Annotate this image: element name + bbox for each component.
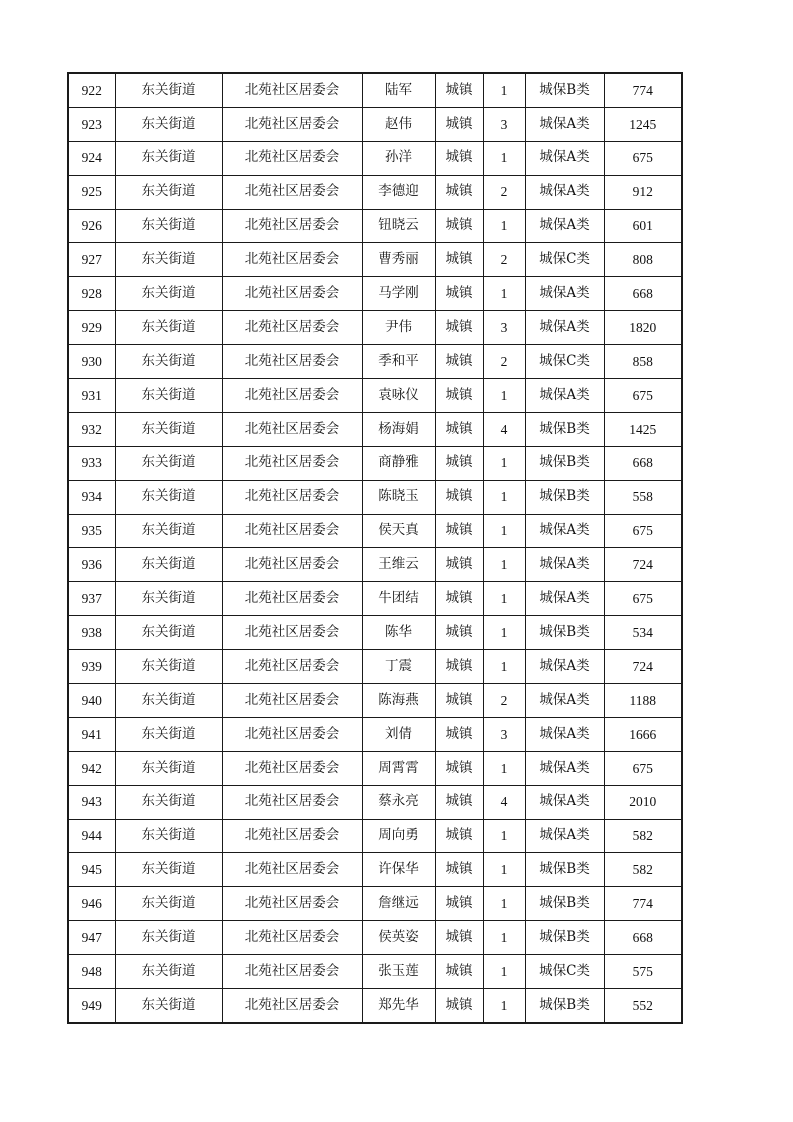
household-count-cell: 1 xyxy=(483,480,525,514)
community-cell: 北苑社区居委会 xyxy=(222,107,362,141)
household-count-cell: 1 xyxy=(483,209,525,243)
household-count-cell: 1 xyxy=(483,853,525,887)
community-cell: 北苑社区居委会 xyxy=(222,412,362,446)
amount-cell: 1425 xyxy=(604,412,682,446)
table-row xyxy=(68,311,682,345)
amount-cell: 675 xyxy=(604,141,682,175)
amount-cell: 808 xyxy=(604,243,682,277)
community-cell: 北苑社区居委会 xyxy=(222,921,362,955)
amount-cell: 582 xyxy=(604,853,682,887)
amount-cell: 774 xyxy=(604,887,682,921)
amount-cell: 724 xyxy=(604,650,682,684)
table-row xyxy=(68,243,682,277)
table-row xyxy=(68,379,682,413)
street-cell: 东关街道 xyxy=(115,446,222,480)
person-name-cell: 孙洋 xyxy=(362,141,435,175)
area-type-cell: 城镇 xyxy=(435,955,483,989)
person-name-cell: 许保华 xyxy=(362,853,435,887)
category-cell: 城保A类 xyxy=(525,379,604,413)
area-type-cell: 城镇 xyxy=(435,480,483,514)
table-row xyxy=(68,107,682,141)
area-type-cell: 城镇 xyxy=(435,887,483,921)
category-cell: 城保C类 xyxy=(525,243,604,277)
table-row xyxy=(68,141,682,175)
table-row xyxy=(68,819,682,853)
person-name-cell: 李德迎 xyxy=(362,175,435,209)
amount-cell: 558 xyxy=(604,480,682,514)
area-type-cell: 城镇 xyxy=(435,209,483,243)
serial-number-cell: 942 xyxy=(68,751,115,785)
street-cell: 东关街道 xyxy=(115,548,222,582)
table-row xyxy=(68,345,682,379)
serial-number-cell: 940 xyxy=(68,684,115,718)
table-row xyxy=(68,887,682,921)
community-cell: 北苑社区居委会 xyxy=(222,785,362,819)
area-type-cell: 城镇 xyxy=(435,751,483,785)
amount-cell: 675 xyxy=(604,751,682,785)
household-count-cell: 1 xyxy=(483,955,525,989)
table-row xyxy=(68,616,682,650)
community-cell: 北苑社区居委会 xyxy=(222,243,362,277)
amount-cell: 582 xyxy=(604,819,682,853)
category-cell: 城保A类 xyxy=(525,548,604,582)
household-count-cell: 3 xyxy=(483,311,525,345)
area-type-cell: 城镇 xyxy=(435,175,483,209)
area-type-cell: 城镇 xyxy=(435,345,483,379)
serial-number-cell: 935 xyxy=(68,514,115,548)
category-cell: 城保C类 xyxy=(525,345,604,379)
community-cell: 北苑社区居委会 xyxy=(222,514,362,548)
serial-number-cell: 937 xyxy=(68,582,115,616)
street-cell: 东关街道 xyxy=(115,616,222,650)
person-name-cell: 陈海燕 xyxy=(362,684,435,718)
category-cell: 城保A类 xyxy=(525,107,604,141)
table-row xyxy=(68,650,682,684)
person-name-cell: 陆军 xyxy=(362,73,435,107)
community-cell: 北苑社区居委会 xyxy=(222,175,362,209)
amount-cell: 774 xyxy=(604,73,682,107)
area-type-cell: 城镇 xyxy=(435,684,483,718)
street-cell: 东关街道 xyxy=(115,819,222,853)
roster-table xyxy=(67,72,683,1024)
category-cell: 城保A类 xyxy=(525,209,604,243)
community-cell: 北苑社区居委会 xyxy=(222,887,362,921)
household-count-cell: 1 xyxy=(483,277,525,311)
category-cell: 城保B类 xyxy=(525,989,604,1023)
category-cell: 城保B类 xyxy=(525,446,604,480)
person-name-cell: 丁震 xyxy=(362,650,435,684)
serial-number-cell: 943 xyxy=(68,785,115,819)
household-count-cell: 1 xyxy=(483,141,525,175)
household-count-cell: 1 xyxy=(483,616,525,650)
street-cell: 东关街道 xyxy=(115,887,222,921)
amount-cell: 601 xyxy=(604,209,682,243)
serial-number-cell: 938 xyxy=(68,616,115,650)
community-cell: 北苑社区居委会 xyxy=(222,480,362,514)
household-count-cell: 1 xyxy=(483,887,525,921)
person-name-cell: 张玉莲 xyxy=(362,955,435,989)
amount-cell: 724 xyxy=(604,548,682,582)
area-type-cell: 城镇 xyxy=(435,616,483,650)
area-type-cell: 城镇 xyxy=(435,853,483,887)
community-cell: 北苑社区居委会 xyxy=(222,717,362,751)
table-row xyxy=(68,921,682,955)
category-cell: 城保B类 xyxy=(525,412,604,446)
serial-number-cell: 949 xyxy=(68,989,115,1023)
serial-number-cell: 948 xyxy=(68,955,115,989)
community-cell: 北苑社区居委会 xyxy=(222,209,362,243)
area-type-cell: 城镇 xyxy=(435,548,483,582)
community-cell: 北苑社区居委会 xyxy=(222,548,362,582)
street-cell: 东关街道 xyxy=(115,379,222,413)
street-cell: 东关街道 xyxy=(115,751,222,785)
area-type-cell: 城镇 xyxy=(435,921,483,955)
person-name-cell: 季和平 xyxy=(362,345,435,379)
street-cell: 东关街道 xyxy=(115,243,222,277)
serial-number-cell: 941 xyxy=(68,717,115,751)
serial-number-cell: 939 xyxy=(68,650,115,684)
household-count-cell: 1 xyxy=(483,514,525,548)
household-count-cell: 1 xyxy=(483,921,525,955)
community-cell: 北苑社区居委会 xyxy=(222,989,362,1023)
table-row xyxy=(68,73,682,107)
serial-number-cell: 946 xyxy=(68,887,115,921)
person-name-cell: 侯英姿 xyxy=(362,921,435,955)
street-cell: 东关街道 xyxy=(115,650,222,684)
area-type-cell: 城镇 xyxy=(435,141,483,175)
community-cell: 北苑社区居委会 xyxy=(222,311,362,345)
person-name-cell: 詹继远 xyxy=(362,887,435,921)
category-cell: 城保A类 xyxy=(525,514,604,548)
amount-cell: 1666 xyxy=(604,717,682,751)
amount-cell: 675 xyxy=(604,582,682,616)
person-name-cell: 侯天真 xyxy=(362,514,435,548)
amount-cell: 2010 xyxy=(604,785,682,819)
person-name-cell: 蔡永亮 xyxy=(362,785,435,819)
category-cell: 城保C类 xyxy=(525,955,604,989)
table-row xyxy=(68,209,682,243)
category-cell: 城保A类 xyxy=(525,311,604,345)
table-row xyxy=(68,853,682,887)
person-name-cell: 陈晓玉 xyxy=(362,480,435,514)
community-cell: 北苑社区居委会 xyxy=(222,73,362,107)
street-cell: 东关街道 xyxy=(115,311,222,345)
area-type-cell: 城镇 xyxy=(435,989,483,1023)
table-row xyxy=(68,175,682,209)
table-row xyxy=(68,480,682,514)
street-cell: 东关街道 xyxy=(115,73,222,107)
serial-number-cell: 930 xyxy=(68,345,115,379)
community-cell: 北苑社区居委会 xyxy=(222,751,362,785)
category-cell: 城保A类 xyxy=(525,650,604,684)
household-count-cell: 1 xyxy=(483,548,525,582)
category-cell: 城保A类 xyxy=(525,785,604,819)
person-name-cell: 曹秀丽 xyxy=(362,243,435,277)
area-type-cell: 城镇 xyxy=(435,311,483,345)
table-row xyxy=(68,548,682,582)
household-count-cell: 3 xyxy=(483,717,525,751)
street-cell: 东关街道 xyxy=(115,175,222,209)
table-row xyxy=(68,989,682,1023)
amount-cell: 912 xyxy=(604,175,682,209)
person-name-cell: 王维云 xyxy=(362,548,435,582)
community-cell: 北苑社区居委会 xyxy=(222,616,362,650)
household-count-cell: 1 xyxy=(483,446,525,480)
amount-cell: 534 xyxy=(604,616,682,650)
community-cell: 北苑社区居委会 xyxy=(222,955,362,989)
household-count-cell: 2 xyxy=(483,684,525,718)
area-type-cell: 城镇 xyxy=(435,379,483,413)
area-type-cell: 城镇 xyxy=(435,412,483,446)
household-count-cell: 1 xyxy=(483,751,525,785)
household-count-cell: 1 xyxy=(483,819,525,853)
table-row xyxy=(68,955,682,989)
person-name-cell: 陈华 xyxy=(362,616,435,650)
area-type-cell: 城镇 xyxy=(435,277,483,311)
community-cell: 北苑社区居委会 xyxy=(222,650,362,684)
area-type-cell: 城镇 xyxy=(435,446,483,480)
table-row xyxy=(68,717,682,751)
community-cell: 北苑社区居委会 xyxy=(222,345,362,379)
street-cell: 东关街道 xyxy=(115,412,222,446)
person-name-cell: 商静雅 xyxy=(362,446,435,480)
serial-number-cell: 925 xyxy=(68,175,115,209)
street-cell: 东关街道 xyxy=(115,717,222,751)
household-count-cell: 1 xyxy=(483,650,525,684)
serial-number-cell: 933 xyxy=(68,446,115,480)
area-type-cell: 城镇 xyxy=(435,717,483,751)
person-name-cell: 马学刚 xyxy=(362,277,435,311)
street-cell: 东关街道 xyxy=(115,582,222,616)
serial-number-cell: 936 xyxy=(68,548,115,582)
community-cell: 北苑社区居委会 xyxy=(222,141,362,175)
category-cell: 城保A类 xyxy=(525,684,604,718)
street-cell: 东关街道 xyxy=(115,480,222,514)
household-count-cell: 1 xyxy=(483,73,525,107)
serial-number-cell: 923 xyxy=(68,107,115,141)
street-cell: 东关街道 xyxy=(115,141,222,175)
amount-cell: 668 xyxy=(604,277,682,311)
household-count-cell: 3 xyxy=(483,107,525,141)
serial-number-cell: 924 xyxy=(68,141,115,175)
household-count-cell: 1 xyxy=(483,379,525,413)
street-cell: 东关街道 xyxy=(115,955,222,989)
category-cell: 城保A类 xyxy=(525,751,604,785)
community-cell: 北苑社区居委会 xyxy=(222,379,362,413)
household-count-cell: 2 xyxy=(483,345,525,379)
area-type-cell: 城镇 xyxy=(435,650,483,684)
street-cell: 东关街道 xyxy=(115,921,222,955)
person-name-cell: 尹伟 xyxy=(362,311,435,345)
person-name-cell: 牛团结 xyxy=(362,582,435,616)
serial-number-cell: 934 xyxy=(68,480,115,514)
street-cell: 东关街道 xyxy=(115,277,222,311)
amount-cell: 575 xyxy=(604,955,682,989)
serial-number-cell: 932 xyxy=(68,412,115,446)
amount-cell: 675 xyxy=(604,514,682,548)
category-cell: 城保A类 xyxy=(525,717,604,751)
amount-cell: 1188 xyxy=(604,684,682,718)
community-cell: 北苑社区居委会 xyxy=(222,277,362,311)
street-cell: 东关街道 xyxy=(115,684,222,718)
amount-cell: 668 xyxy=(604,921,682,955)
amount-cell: 858 xyxy=(604,345,682,379)
table-row xyxy=(68,277,682,311)
area-type-cell: 城镇 xyxy=(435,514,483,548)
serial-number-cell: 944 xyxy=(68,819,115,853)
table-row xyxy=(68,412,682,446)
category-cell: 城保A类 xyxy=(525,582,604,616)
street-cell: 东关街道 xyxy=(115,989,222,1023)
street-cell: 东关街道 xyxy=(115,209,222,243)
street-cell: 东关街道 xyxy=(115,107,222,141)
person-name-cell: 周霄霄 xyxy=(362,751,435,785)
table-row xyxy=(68,514,682,548)
serial-number-cell: 926 xyxy=(68,209,115,243)
household-count-cell: 4 xyxy=(483,412,525,446)
category-cell: 城保A类 xyxy=(525,819,604,853)
amount-cell: 668 xyxy=(604,446,682,480)
street-cell: 东关街道 xyxy=(115,514,222,548)
category-cell: 城保B类 xyxy=(525,73,604,107)
person-name-cell: 杨海娟 xyxy=(362,412,435,446)
street-cell: 东关街道 xyxy=(115,853,222,887)
category-cell: 城保A类 xyxy=(525,141,604,175)
category-cell: 城保B类 xyxy=(525,921,604,955)
household-count-cell: 2 xyxy=(483,175,525,209)
person-name-cell: 袁咏仪 xyxy=(362,379,435,413)
table-row xyxy=(68,785,682,819)
category-cell: 城保B类 xyxy=(525,616,604,650)
person-name-cell: 周向勇 xyxy=(362,819,435,853)
area-type-cell: 城镇 xyxy=(435,243,483,277)
table-row xyxy=(68,751,682,785)
person-name-cell: 郑先华 xyxy=(362,989,435,1023)
street-cell: 东关街道 xyxy=(115,345,222,379)
household-count-cell: 2 xyxy=(483,243,525,277)
amount-cell: 1820 xyxy=(604,311,682,345)
community-cell: 北苑社区居委会 xyxy=(222,853,362,887)
amount-cell: 1245 xyxy=(604,107,682,141)
category-cell: 城保B类 xyxy=(525,887,604,921)
category-cell: 城保B类 xyxy=(525,853,604,887)
serial-number-cell: 945 xyxy=(68,853,115,887)
category-cell: 城保A类 xyxy=(525,175,604,209)
area-type-cell: 城镇 xyxy=(435,785,483,819)
community-cell: 北苑社区居委会 xyxy=(222,819,362,853)
household-count-cell: 4 xyxy=(483,785,525,819)
serial-number-cell: 947 xyxy=(68,921,115,955)
person-name-cell: 赵伟 xyxy=(362,107,435,141)
person-name-cell: 刘倩 xyxy=(362,717,435,751)
table-row xyxy=(68,684,682,718)
community-cell: 北苑社区居委会 xyxy=(222,684,362,718)
household-count-cell: 1 xyxy=(483,582,525,616)
serial-number-cell: 929 xyxy=(68,311,115,345)
serial-number-cell: 927 xyxy=(68,243,115,277)
area-type-cell: 城镇 xyxy=(435,819,483,853)
area-type-cell: 城镇 xyxy=(435,73,483,107)
area-type-cell: 城镇 xyxy=(435,107,483,141)
community-cell: 北苑社区居委会 xyxy=(222,446,362,480)
person-name-cell: 钮晓云 xyxy=(362,209,435,243)
table-row xyxy=(68,446,682,480)
category-cell: 城保B类 xyxy=(525,480,604,514)
serial-number-cell: 931 xyxy=(68,379,115,413)
street-cell: 东关街道 xyxy=(115,785,222,819)
table-row xyxy=(68,582,682,616)
roster-table-body xyxy=(68,73,682,1023)
amount-cell: 675 xyxy=(604,379,682,413)
category-cell: 城保A类 xyxy=(525,277,604,311)
community-cell: 北苑社区居委会 xyxy=(222,582,362,616)
area-type-cell: 城镇 xyxy=(435,582,483,616)
serial-number-cell: 922 xyxy=(68,73,115,107)
serial-number-cell: 928 xyxy=(68,277,115,311)
amount-cell: 552 xyxy=(604,989,682,1023)
household-count-cell: 1 xyxy=(483,989,525,1023)
